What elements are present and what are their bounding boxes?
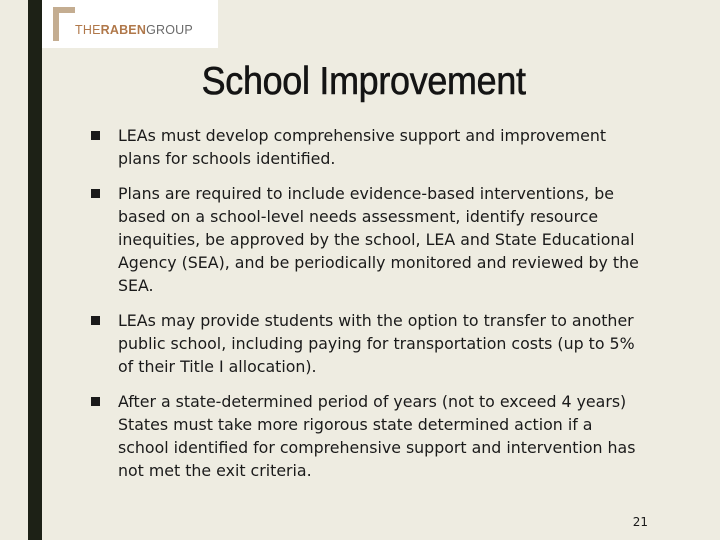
logo-mark-icon — [53, 7, 75, 41]
square-bullet-icon — [91, 131, 100, 140]
bullet-list — [88, 124, 648, 482]
bullet-item — [88, 124, 648, 170]
logo-word-the: THE — [75, 23, 101, 37]
logo-word-raben: RABEN — [100, 23, 147, 37]
square-bullet-icon — [91, 397, 100, 406]
square-bullet-icon — [91, 316, 100, 325]
square-bullet-icon — [91, 189, 100, 198]
bullet-text: LEAs must develop comprehensive support and improvement plans for schools identified. — [118, 126, 607, 168]
bullet-item — [88, 182, 648, 297]
bullet-text: LEAs may provide students with the option to transfer to another public school, including paying for transportation costs (up to 5% of their Title I allocation). — [118, 311, 635, 376]
bullet-item — [88, 390, 648, 482]
bullet-text: After a state-determined period of years (not to exceed 4 years) States must take more rigorous state determined action if a school identified for comprehensive support and intervention has not met the exit criteria. — [118, 392, 636, 480]
bullet-item — [88, 309, 648, 378]
slide-title: School Improvement — [201, 60, 526, 103]
company-logo — [42, 0, 218, 48]
logo-word-group: GROUP — [146, 23, 193, 37]
page-number: 21 — [632, 515, 648, 529]
logo-wordmark — [75, 23, 193, 37]
bullet-text: Plans are required to include evidence-based interventions, be based on a school-level needs assessment, identify resource inequities, be approved by the school, LEA and State Educational Agency (SEA), and be periodically monitored and reviewed by the SEA. — [118, 184, 639, 295]
